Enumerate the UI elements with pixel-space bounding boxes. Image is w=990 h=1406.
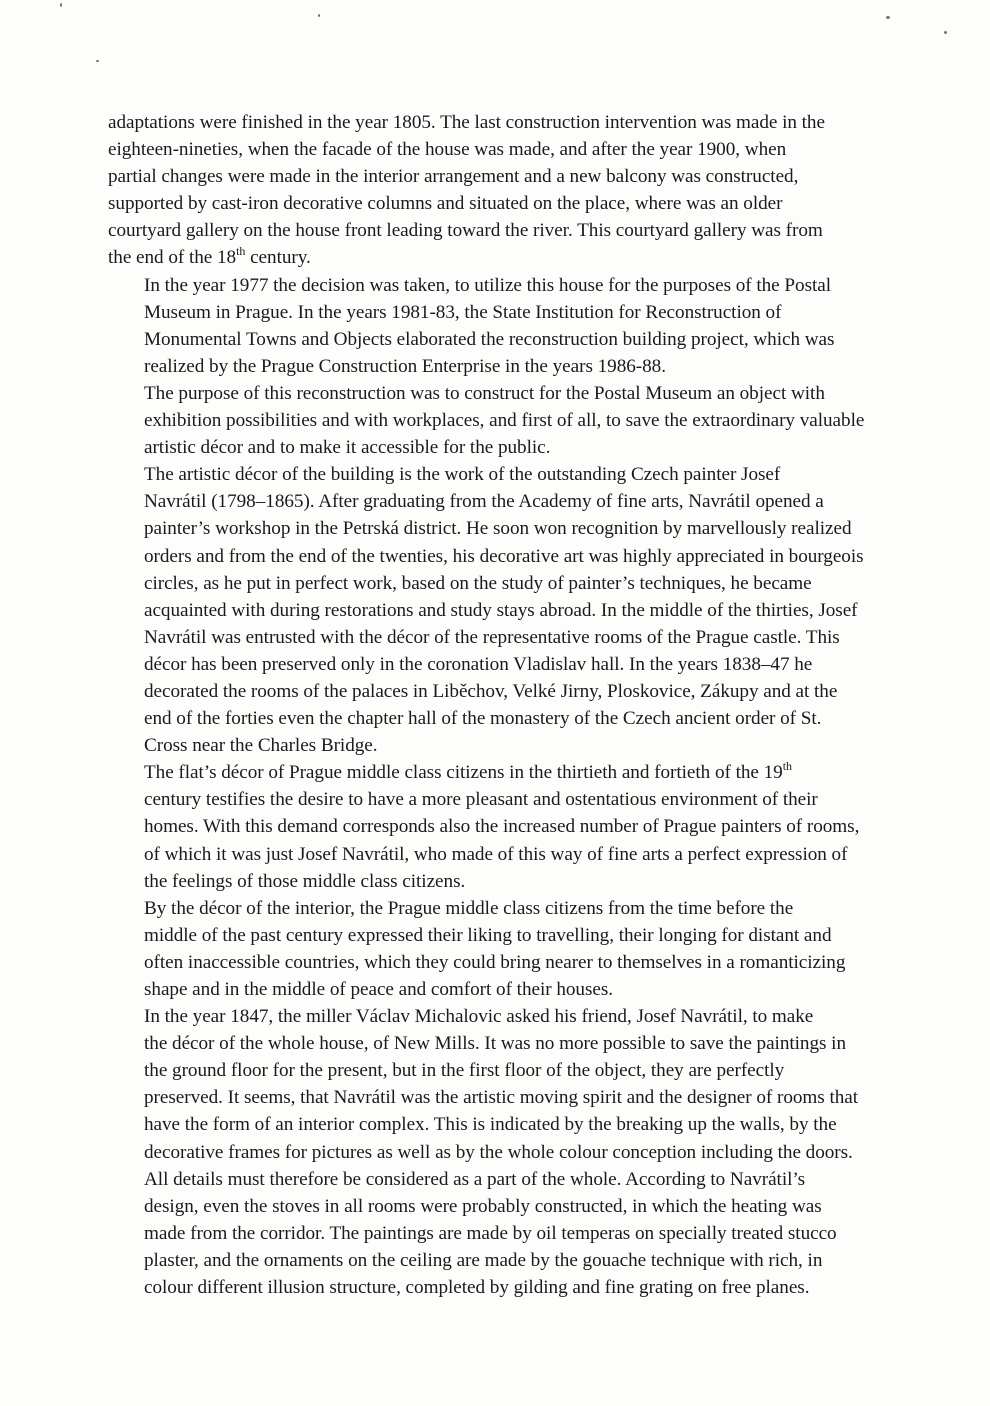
text-line	[108, 244, 888, 271]
text-line: end of the forties even the chapter hall of the monastery of the Czech ancient order of St.	[144, 708, 822, 730]
scan-speck	[886, 16, 890, 19]
text-line: décor has been preserved only in the coronation Vladislav hall. In the years 1838–47 he	[144, 653, 813, 675]
text-line: The artistic décor of the building is the work of the outstanding Czech painter Josef	[144, 464, 781, 486]
text-line: century testifies the desire to have a more pleasant and ostentatious environment of their	[144, 789, 818, 811]
text-line: preserved. It seems, that Navrátil was the artistic moving spirit and the designer of rooms that	[144, 1087, 859, 1109]
text-line: supported by cast-iron decorative columns and situated on the place, where was an older	[108, 193, 783, 215]
text-line: homes. With this demand corresponds also the increased number of Prague painters of rooms,	[144, 816, 860, 838]
text-line: plaster, and the ornaments on the ceiling are made by the gouache technique with rich, in	[144, 1249, 823, 1271]
text-line: partial changes were made in the interior arrangement and a new balcony was constructed,	[108, 166, 799, 188]
text-line: colour different illusion structure, completed by gilding and fine grating on free planes.	[144, 1277, 810, 1299]
text-line	[108, 759, 888, 786]
text-line: design, even the stoves in all rooms were probably constructed, in which the heating was	[144, 1195, 822, 1217]
scan-speck	[944, 31, 947, 34]
superscript: th	[236, 244, 246, 259]
text-line: eighteen-nineties, when the facade of the house was made, and after the year 1900, when	[108, 139, 787, 161]
text-line: artistic décor and to make it accessible for the public.	[144, 437, 551, 459]
text-line: circles, as he put in perfect work, based on the study of painter’s techniques, he became	[144, 572, 812, 594]
text-run: the end of the 18	[108, 247, 237, 269]
paragraph	[108, 272, 888, 380]
text-line: courtyard gallery on the house front leading toward the river. This courtyard gallery was from	[108, 220, 823, 242]
text-line: have the form of an interior complex. This is indicated by the breaking up the walls, by the	[144, 1114, 837, 1136]
text-line: Monumental Towns and Objects elaborated the reconstruction building project, which was	[144, 328, 835, 350]
superscript: th	[782, 759, 792, 774]
text-line: The purpose of this reconstruction was to construct for the Postal Museum an object with	[144, 382, 825, 404]
text-line: the feelings of those middle class citizens.	[144, 870, 466, 892]
text-line: the décor of the whole house, of New Mills. It was no more possible to save the paintings in	[144, 1033, 847, 1055]
text-run: The flat’s décor of Prague middle class citizens in the thirtieth and fortieth of the 19	[144, 762, 783, 784]
paragraph	[108, 461, 888, 759]
text-line: In the year 1847, the miller Václav Michalovic asked his friend, Josef Navrátil, to make	[144, 1006, 814, 1028]
paragraph	[108, 1003, 888, 1301]
text-line: often inaccessible countries, which they could bring nearer to themselves in a romanticizing	[144, 951, 846, 973]
text-line: exhibition possibilities and with workplaces, and first of all, to save the extraordinary valuable	[144, 410, 865, 432]
text-line: Museum in Prague. In the years 1981-83, the State Institution for Reconstruction of	[144, 301, 782, 323]
text-line: In the year 1977 the decision was taken, to utilize this house for the purposes of the Postal	[144, 274, 832, 296]
text-line: shape and in the middle of peace and comfort of their houses.	[144, 979, 614, 1000]
text-run: century.	[245, 247, 311, 269]
text-line: decorated the rooms of the palaces in Liběchov, Velké Jirny, Ploskovice, Zákupy and at the	[144, 680, 838, 702]
text-line: Cross near the Charles Bridge.	[144, 735, 378, 757]
scan-speck	[318, 14, 320, 17]
text-line: acquainted with during restorations and study stays abroad. In the middle of the thirties, Josef	[144, 599, 858, 621]
text-line: middle of the past century expressed their liking to travelling, their longing for distant and	[144, 924, 832, 946]
text-line: All details must therefore be considered as a part of the whole. According to Navrátil’s	[144, 1168, 806, 1190]
text-line: of which it was just Josef Navrátil, who made of this way of fine arts a perfect expression of	[144, 843, 848, 865]
text-line: decorative frames for pictures as well as by the whole colour conception including the doors.	[144, 1141, 853, 1163]
text-line: By the décor of the interior, the Prague middle class citizens from the time before the	[144, 897, 794, 919]
paragraph	[108, 380, 888, 461]
text-line: painter’s workshop in the Petrská district. He soon won recognition by marvellously realized	[144, 518, 852, 540]
text-line: realized by the Prague Construction Enterprise in the years 1986-88.	[144, 355, 666, 377]
paragraph	[108, 109, 888, 272]
text-line: made from the corridor. The paintings are made by oil temperas on specially treated stucco	[144, 1222, 837, 1244]
scan-speck	[96, 60, 99, 62]
text-line: adaptations were finished in the year 1805. The last construction intervention was made in the	[108, 112, 825, 133]
paragraph	[108, 759, 888, 894]
scan-speck	[60, 3, 62, 7]
text-line: Navrátil (1798–1865). After graduating from the Academy of fine arts, Navrátil opened a	[144, 491, 824, 513]
body-text	[108, 109, 888, 1301]
paragraph	[108, 895, 888, 1003]
text-line: orders and from the end of the twenties, his decorative art was highly appreciated in bourgeois	[144, 545, 864, 567]
text-line: Navrátil was entrusted with the décor of the representative rooms of the Prague castle. This	[144, 626, 840, 648]
text-line: the ground floor for the present, but in the first floor of the object, they are perfectly	[144, 1060, 785, 1082]
